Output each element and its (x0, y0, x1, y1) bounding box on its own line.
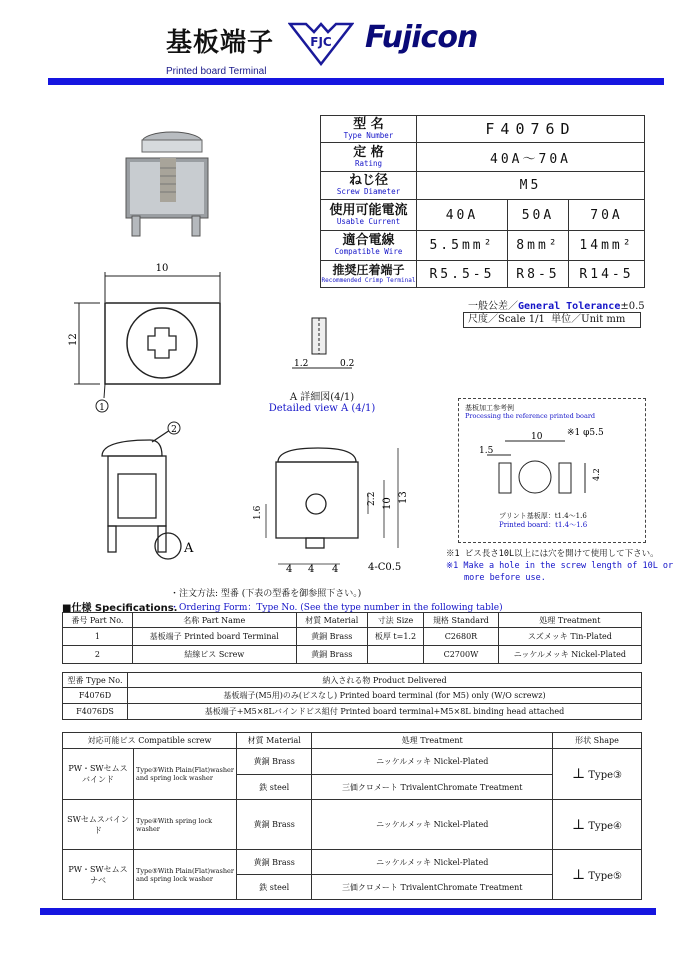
products-table: 型番 Type No. 納入される物 Product Delivered F4076D 基板端子(M5用)のみ(ビスなし) Printed board terminal (for M5) only (W/O screwz) F4076DS 基板端子+M5×8Lバインドビス組付 Printed board terminal+M5×8L binding head attached (62, 672, 642, 720)
svg-text:2.2: 2.2 (367, 491, 377, 506)
screw-value: M5 (417, 172, 645, 200)
svg-text:2: 2 (171, 425, 177, 435)
table-row: PW・SWセムスナベ Type⑤With Plain(Flat)washer and spring lock washer 黄銅 Brass ニッケルメッキ Nickel-Plated ⊥ Type⑤ (63, 850, 642, 875)
svg-text:1.2: 1.2 (294, 359, 309, 369)
spec-table: 型 名 Type Number F4076D 定 格 Rating 40A～70A ねじ径 Screw Diameter M5 使用可能電流 Usable Current 40A 50A 70A 適合電線 Compatible Wire 5.5mm² 8mm² 14mm² 推奨圧着端子 Recommended Crimp Terminal R5.5-5 R8-5 R14-5 (320, 115, 645, 288)
order-method-en: ・Ordering Form：Type No. (See the type number in the following table) (170, 603, 503, 613)
footer-bar (40, 908, 656, 915)
svg-text:0.2: 0.2 (340, 359, 355, 369)
svg-text:4: 4 (308, 564, 315, 575)
top-view-drawing (60, 258, 270, 418)
fjc-logo (288, 20, 354, 66)
svg-text:1: 1 (99, 403, 105, 413)
svg-text:4: 4 (286, 564, 293, 575)
scale-unit-box: 尺度／Scale 1/1 単位／Unit mm (463, 312, 641, 328)
table-row: 1 基板端子 Printed board Terminal 黄銅 Brass 板厚 t=1.2 C2680R スズメッキ Tin-Plated (63, 628, 642, 646)
header-bar (48, 78, 664, 85)
table-row: 鉄 steel 三価クロメート TrivalentChromate Treatment (63, 875, 642, 900)
front-view-drawing (236, 440, 426, 580)
general-tolerance: 一般公差／General Tolerance±0.5 (468, 301, 645, 312)
rating-value: 40A～70A (417, 143, 645, 172)
type-number: F4076D (417, 116, 645, 143)
svg-text:4-C0.5: 4-C0.5 (368, 562, 402, 573)
pcb-reference-box: 基板加工参考例 Processing the reference printed board 10 1.5 ※1 φ5.5 4.2 プリント基板厚：t1.4～1.6 Printed board：t1.4～1.6 (458, 398, 646, 543)
svg-text:10: 10 (531, 432, 543, 442)
svg-text:A: A (184, 541, 194, 556)
spec-heading: ■仕様 Specifications. (62, 603, 178, 614)
brand-name: Fujicon (365, 20, 478, 55)
logo-text: FJC (310, 35, 332, 49)
order-method-jp: ・注文方法: 型番 (下表の型番を御参照下さい。) (170, 589, 362, 599)
table-row: PW・SWセムスバインド Type③With Plain(Flat)washer and spring lock washer 黄銅 Brass ニッケルメッキ Nickel-Plated ⊥ Type③ (63, 749, 642, 775)
detail-view-a: 1.2 0.2 A 詳細図(4/1) Detailed view A (4/1) (262, 312, 382, 412)
svg-text:10: 10 (155, 263, 169, 274)
svg-text:10: 10 (382, 497, 393, 510)
side-view-drawing (90, 418, 200, 568)
svg-text:1.5: 1.5 (479, 446, 494, 456)
svg-text:4.2: 4.2 (592, 468, 601, 481)
screws-table: 対応可能ビス Compatible screw 材質 Material 処理 Treatment 形状 Shape PW・SWセムスバインド Type③With Plain(Flat)washer and spring lock washer 黄銅 Brass ニッケルメッキ Nickel-Plated ⊥ Type③ 鉄 steel 三価クロメート TrivalentChromate Treatment SWセムスバインド Type④With spring lock washer 黄銅 Brass ニッケルメッキ Nickel-Plated ⊥ Type④ PW・SWセムスナベ Type⑤With Plain(Flat)washer and spring lock washer 黄銅 Brass ニッケルメッキ Nickel-Plated ⊥ Type⑤ 鉄 steel 三価クロメート TrivalentChromate Treatment (62, 732, 642, 900)
table-row: SWセムスバインド Type④With spring lock washer 黄銅 Brass ニッケルメッキ Nickel-Plated ⊥ Type④ (63, 800, 642, 850)
svg-text:1.6: 1.6 (253, 505, 263, 520)
table-row: F4076DS 基板端子+M5×8Lバインドビス組付 Printed board terminal+M5×8L binding head attached (63, 704, 642, 720)
table-row: F4076D 基板端子(M5用)のみ(ビスなし) Printed board terminal (for M5) only (W/O screwz) (63, 688, 642, 704)
parts-table: 番号 Part No. 名称 Part Name 材質 Material 寸法 Size 規格 Standard 処理 Treatment 1 基板端子 Printed board Terminal 黄銅 Brass 板厚 t=1.2 C2680R スズメッキ Tin-Plated 2 結線ビス Screw 黄銅 Brass C2700W ニッケルメッキ Nickel-Plated (62, 612, 642, 664)
subtitle: Printed board Terminal (166, 66, 267, 77)
table-row: 2 結線ビス Screw 黄銅 Brass C2700W ニッケルメッキ Nickel-Plated (63, 646, 642, 664)
svg-text:4: 4 (332, 564, 339, 575)
page-title: 基板端子 (166, 28, 275, 58)
svg-text:13: 13 (398, 491, 409, 504)
svg-text:※1 φ5.5: ※1 φ5.5 (567, 428, 604, 438)
table-row: 鉄 steel 三価クロメート TrivalentChromate Treatment (63, 775, 642, 800)
hole-note: ※1 ビス長さ10L以上には穴を開けて使用して下さい。 ※1 Make a hole in the screw length of 10L or more before use. (446, 549, 674, 583)
svg-text:12: 12 (68, 333, 79, 346)
product-photo (112, 128, 222, 240)
